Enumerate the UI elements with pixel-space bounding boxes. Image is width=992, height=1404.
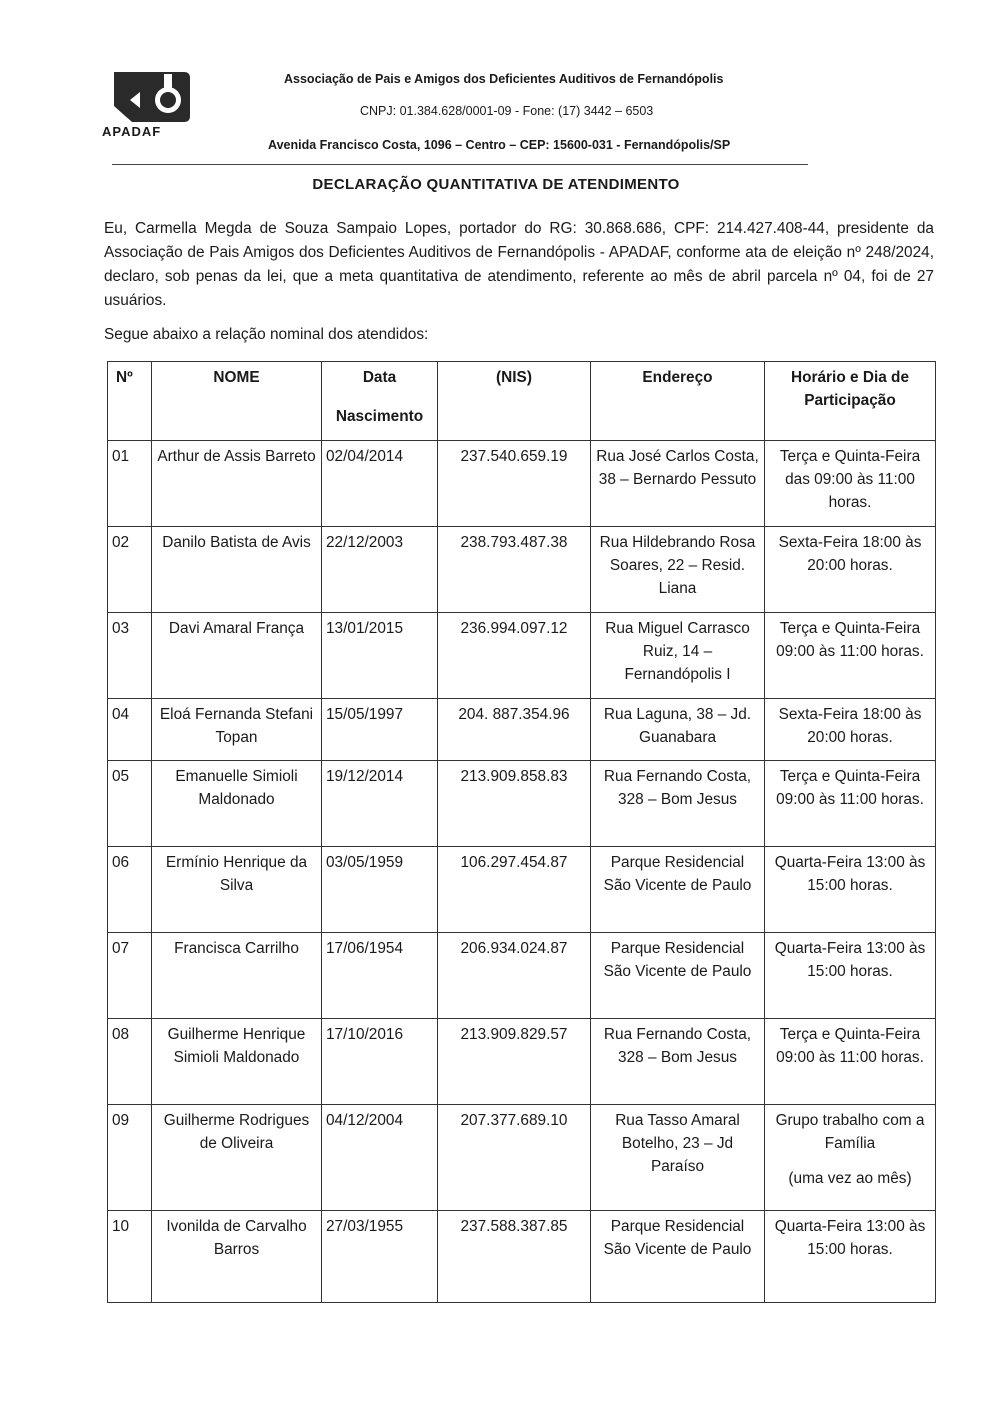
logo-text: APADAF [102,124,162,139]
row-nis-text: 236.994.097.12 [460,620,568,637]
list-intro: Segue abaixo a relação nominal dos atendidos: [104,326,429,343]
declaration-paragraph: Eu, Carmella Megda de Souza Sampaio Lopes, portador do RG: 30.868.686, CPF: 214.427.408-44, presidente da Associação de Pais Amigos dos Deficientes Auditivos de Fernandópolis - APADAF, conforme ata de eleição nº 248/2024, declaro, sob penas da lei, que a meta quantitativa de atendimento, referente ao mês de abril parcela nº 04, foi de 27 usuários. [104,220,934,309]
header-birth [322,362,438,441]
header-name: NOME [152,362,322,441]
row-address-text: Rua Fernando Costa, 328 – Bom Jesus [603,1026,752,1066]
header-birth-line1: Data [362,369,397,386]
row-nis [438,847,591,933]
row-num-text: 10 [112,1218,130,1235]
row-address [591,699,765,761]
row-num [108,933,152,1019]
table-row [108,699,936,761]
row-nis [438,933,591,1019]
row-address [591,1019,765,1105]
row-num [108,613,152,699]
row-address-text: Rua Hildebrando Rosa Soares, 22 – Resid. Liana [599,534,756,597]
row-birth-date-text: 17/10/2016 [326,1026,404,1043]
row-num-text: 08 [112,1026,130,1043]
table-row [108,527,936,613]
header-schedule-line1: Horário e Dia de [790,369,910,386]
row-nis [438,1019,591,1105]
row-nis-text: 106.297.454.87 [460,854,568,871]
row-address-text: Rua Tasso Amaral Botelho, 23 – Jd Paraíso [615,1112,740,1175]
row-schedule-text: Sexta-Feira 18:00 às 20:00 horas. [778,534,922,574]
row-num-text: 03 [112,620,130,637]
row-schedule-text: Quarta-Feira 13:00 às 15:00 horas. [774,1218,926,1258]
row-num-text: 09 [112,1112,130,1129]
row-birth-date [322,527,438,613]
row-birth-date [322,847,438,933]
row-name [152,1211,322,1303]
row-num [108,1105,152,1211]
row-num [108,1019,152,1105]
row-birth-date-text: 22/12/2003 [326,534,404,551]
row-nis-text: 213.909.858.83 [460,768,568,785]
row-name [152,699,322,761]
row-nis [438,761,591,847]
row-birth-date-text: 19/12/2014 [326,768,404,785]
row-birth-date-text: 04/12/2004 [326,1112,404,1129]
row-num-text: 07 [112,940,130,957]
row-birth-date-text: 15/05/1997 [326,706,404,723]
row-schedule [765,527,936,613]
header-divider [112,164,808,165]
row-schedule [765,933,936,1019]
row-name-text: Ivonilda de Carvalho Barros [166,1218,307,1258]
row-birth-date [322,1019,438,1105]
row-num-text: 06 [112,854,130,871]
row-schedule [765,761,936,847]
row-schedule-text: Terça e Quinta-Feira 09:00 às 11:00 horas. [776,620,924,660]
row-schedule-text: Quarta-Feira 13:00 às 15:00 horas. [774,854,926,894]
table-row [108,441,936,527]
row-address-text: Rua José Carlos Costa, 38 – Bernardo Pessuto [596,448,759,488]
row-name-text: Eloá Fernanda Stefani Topan [159,706,314,746]
row-birth-date-text: 17/06/1954 [326,940,404,957]
row-address-text: Rua Miguel Carrasco Ruiz, 14 – Fernandópolis I [605,620,750,683]
row-address [591,933,765,1019]
row-nis-text: 237.588.387.85 [460,1218,568,1235]
row-address-text: Rua Fernando Costa, 328 – Bom Jesus [603,768,752,808]
document-title: DECLARAÇÃO QUANTITATIVA DE ATENDIMENTO [312,176,680,193]
row-address [591,847,765,933]
row-birth-date-text: 03/05/1959 [326,854,404,871]
row-name-text: Arthur de Assis Barreto [157,448,316,465]
row-num-text: 02 [112,534,130,551]
row-schedule [765,847,936,933]
row-name-text: Guilherme Henrique Simioli Maldonado [167,1026,306,1066]
row-address [591,1211,765,1303]
row-address [591,761,765,847]
table-row [108,933,936,1019]
row-address [591,1105,765,1211]
row-name-text: Ermínio Henrique da Silva [165,854,308,894]
row-name-text: Danilo Batista de Avis [162,534,311,551]
row-num-text: 01 [112,448,130,465]
table-header-row [108,362,936,441]
row-birth-date-text: 02/04/2014 [326,448,404,465]
org-name: Associação de Pais e Amigos dos Deficientes Auditivos de Fernandópolis [284,72,724,86]
row-birth-date [322,1105,438,1211]
row-nis [438,441,591,527]
row-name [152,847,322,933]
table-row [108,761,936,847]
row-name [152,1105,322,1211]
row-schedule [765,441,936,527]
row-num [108,847,152,933]
row-birth-date [322,761,438,847]
row-nis-text: 213.909.829.57 [460,1026,568,1043]
row-birth-date [322,613,438,699]
row-nis [438,1105,591,1211]
header-address: Endereço [591,362,765,441]
header-birth-line2: Nascimento [335,408,424,425]
row-schedule-note: (uma vez ao mês) [788,1170,912,1187]
cnpj-phone: CNPJ: 01.384.628/0001-09 - Fone: (17) 3442 – 6503 [360,104,654,118]
row-num-text: 04 [112,706,130,723]
row-name [152,761,322,847]
row-schedule-text: Grupo trabalho com a Família [775,1112,925,1152]
row-name-text: Davi Amaral França [168,620,305,637]
row-schedule [765,1105,936,1211]
row-nis-text: 207.377.689.10 [460,1112,568,1129]
header-schedule [765,362,936,441]
row-nis [438,699,591,761]
row-schedule [765,1019,936,1105]
row-name-text: Francisca Carrilho [174,940,299,957]
row-nis [438,527,591,613]
row-nis [438,613,591,699]
header-nis: (NIS) [438,362,591,441]
row-nis-text: 206.934.024.87 [460,940,568,957]
row-birth-date [322,699,438,761]
row-num [108,699,152,761]
row-address-text: Parque Residencial São Vicente de Paulo [603,1218,752,1258]
row-birth-date [322,441,438,527]
row-nis-text: 204. 887.354.96 [458,706,570,723]
row-schedule [765,1211,936,1303]
row-schedule-text: Terça e Quinta-Feira 09:00 às 11:00 horas. [776,768,924,808]
row-address-text: Parque Residencial São Vicente de Paulo [603,854,752,894]
table-row [108,613,936,699]
row-birth-date-text: 27/03/1955 [326,1218,404,1235]
row-schedule-text: Sexta-Feira 18:00 às 20:00 horas. [778,706,922,746]
row-name-text: Emanuelle Simioli Maldonado [175,768,298,808]
row-schedule-text: Quarta-Feira 13:00 às 15:00 horas. [774,940,926,980]
row-nis-text: 238.793.487.38 [460,534,568,551]
row-name [152,441,322,527]
row-birth-date [322,933,438,1019]
row-num-text: 05 [112,768,130,785]
row-schedule-text: Terça e Quinta-Feira 09:00 às 11:00 horas. [776,1026,924,1066]
row-address [591,527,765,613]
row-birth-date-text: 13/01/2015 [326,620,404,637]
row-name [152,613,322,699]
row-num [108,1211,152,1303]
row-address-text: Parque Residencial São Vicente de Paulo [603,940,752,980]
row-nis [438,1211,591,1303]
table-row [108,1105,936,1211]
row-address-text: Rua Laguna, 38 – Jd. Guanabara [603,706,752,746]
row-schedule-text: Terça e Quinta-Feira das 09:00 às 11:00 horas. [779,448,921,511]
row-num [108,527,152,613]
header-schedule-line2: Participação [804,392,896,409]
table-row [108,847,936,933]
row-name-text: Guilherme Rodrigues de Oliveira [163,1112,310,1152]
row-num [108,441,152,527]
row-name [152,527,322,613]
table-row [108,1019,936,1105]
row-name [152,1019,322,1105]
row-address [591,613,765,699]
row-nis-text: 237.540.659.19 [460,448,568,465]
row-schedule [765,613,936,699]
row-name [152,933,322,1019]
header-num: Nº [108,362,152,441]
org-address: Avenida Francisco Costa, 1096 – Centro – CEP: 15600-031 - Fernandópolis/SP [268,138,731,152]
table-row [108,1211,936,1303]
attendees-table [107,361,936,1303]
row-num [108,761,152,847]
row-address [591,441,765,527]
row-birth-date [322,1211,438,1303]
row-schedule [765,699,936,761]
